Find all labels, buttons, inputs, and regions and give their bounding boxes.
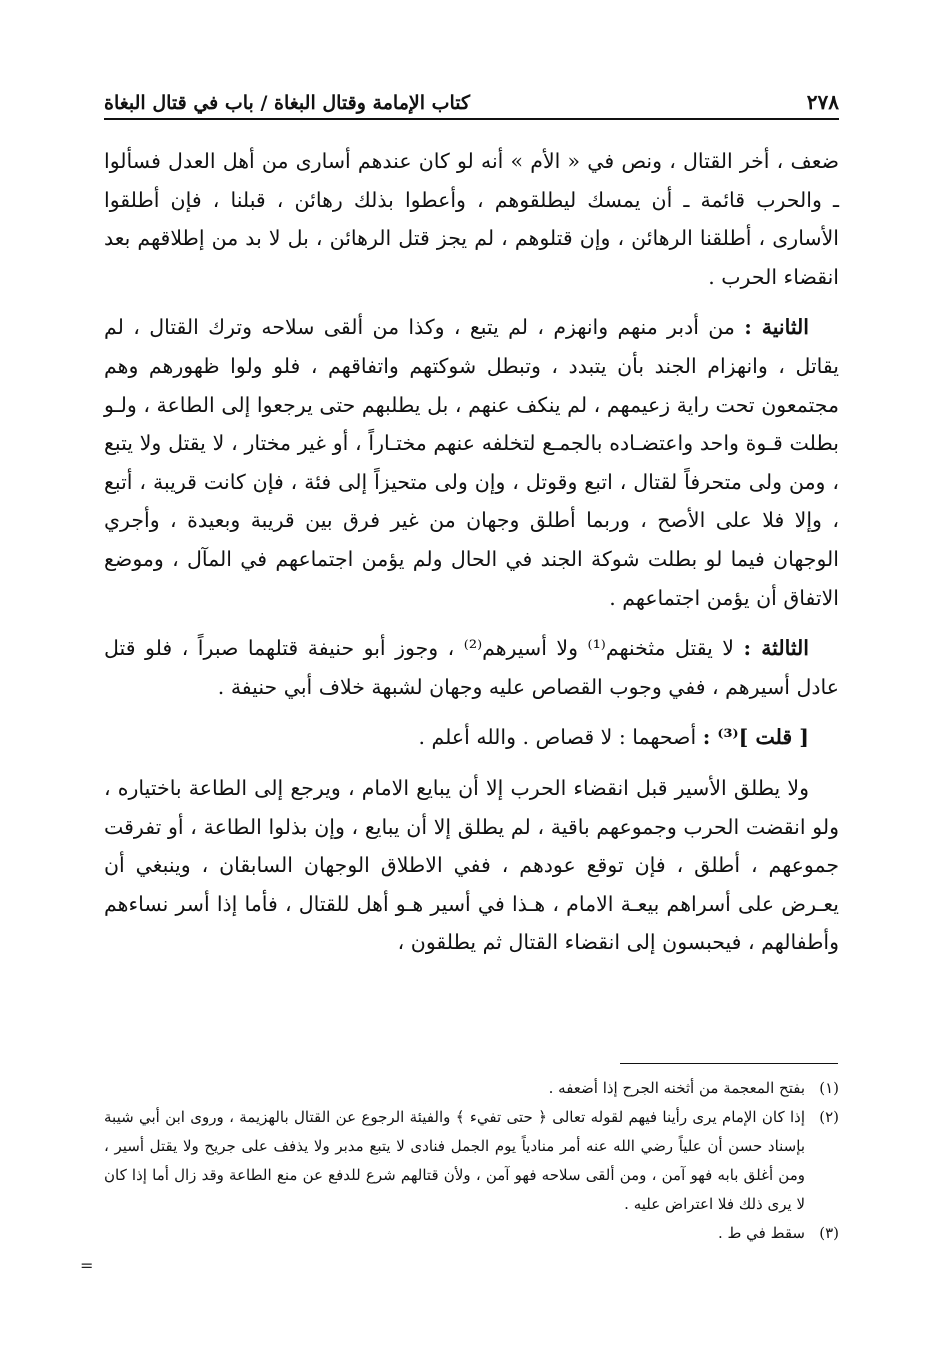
margin-mark: = [80, 1256, 94, 1275]
paragraph-3 [104, 629, 839, 706]
main-text [104, 142, 839, 974]
header-rule [104, 118, 839, 120]
paragraph-4-text: أصحهما : لا قصاص . والله أعلم . [418, 725, 697, 750]
footnote-number: (٣) [819, 1224, 839, 1242]
running-title: كتاب الإمامة وقتال البغاة / باب في قتال البغاة [104, 92, 471, 114]
page-header [104, 78, 839, 114]
paragraph-2 [104, 308, 839, 617]
footnotes [104, 1074, 839, 1248]
footnote-2 [104, 1103, 839, 1219]
footnote-separator [620, 1063, 838, 1064]
footnote-text: إذا كان الإمام يرى رأينا فيهم لقوله تعالى ﴿ حتى تفيء ﴾ والفيئة الرجوع عن القتال بالهزيمة ، وروى ابن أبي شيبة بإسناد حسن أن علياً رضي الله عنه أمر منادياً يوم الجمل فنادى لا يتبع مدبر ولا يذفف على جريح ولا يقتل أسير ، ومن أغلق بابه فهو آمن ، ومن ألقى سلاحه فهو آمن ، ولأن قتالهم شرع للدفع عن منع الطاعة وقد زال أما إذا كان لا يرى ذلك فلا اعتراض عليه . [104, 1108, 805, 1213]
footnote-text: سقط في ط . [717, 1224, 805, 1242]
footnote-3 [104, 1219, 839, 1248]
footnote-text: بفتح المعجمة من أثخنه الجرح إذا أضعفه . [548, 1079, 805, 1097]
footnote-number: (٢) [819, 1108, 839, 1126]
footnote-number: (١) [819, 1079, 839, 1097]
paragraph-1: ضعف ، أخر القتال ، ونص في « الأم » أنه لو كان عندهم أسارى من أهل العدل فسألوا ـ والحرب قائمة ـ أن يمسك ليطلقوهم ، وأعطوا بذلك رهائن ، قبلنا ، فإن أطلقوا الأسارى ، أطلقنا الرهائن ، وإن قتلوهم ، لم يجز قتل الرهائن ، بل لا بد من إطلاقهم بعد انقضاء الحرب . [104, 149, 839, 289]
paragraph-4 [104, 718, 839, 757]
page-number: ٢٧٨ [806, 90, 839, 114]
paragraph-2-lead: الثانية : [744, 315, 809, 340]
paragraph-4-lead: [ قلت ]⁽³⁾ : [702, 725, 809, 750]
paragraph-3-lead: الثالثة : [743, 636, 809, 661]
paragraph-3-text: لا يقتل مثخنهم⁽¹⁾ ولا أسيرهم⁽²⁾ ، وجوز أبو حنيفة قتلهما صبراً ، فلو قتل عادل أسيرهم ، ففي وجوب القصاص عليه وجهان لشبهة خلاف أبي حنيفة . [104, 636, 839, 699]
footnote-1 [104, 1074, 839, 1103]
paragraph-2-text: من أدبر منهم وانهزم ، لم يتبع ، وكذا من ألقى سلاحه وترك القتال ، لم يقاتل ، وانهزام الجند بأن يتبدد ، وتبطل شوكتهم واتفاقهم ، فلو ولوا ظهورهم وهم مجتمعون تحت راية زعيمهم ، لم ينكف عنهم ، بل يطلبهم حتى يرجعوا إلى الطاعة ، ولـو بطلت قـوة واحد واعتضـاده بالجمـع لتخلفه عنهم مختـاراً ، أو غير مختار ، لا يقتل ولا يتبع ، ومن ولى متحرفاً لقتال ، اتبع وقوتل ، وإن ولى متحيزاً إلى فئة ، فإن كانت قريبة ، أتبع ، وإلا فلا على الأصح ، وربما أطلق وجهان من غير فرق بين قريبة وبعيدة ، وأجري الوجهان فيما لو بطلت شوكة الجند في الحال ولم يؤمن اجتماعهم في المآل ، وموضع الاتفاق أن يؤمن اجتماعهم . [104, 315, 839, 610]
paragraph-5: ولا يطلق الأسير قبل انقضاء الحرب إلا أن يبايع الامام ، ويرجع إلى الطاعة باختياره ، ولو انقضت الحرب وجموعهم باقية ، لم يطلق إلا أن يبايع ، وإن بذلوا الطاعة ، أو تفرقت جموعهم ، أطلق ، فإن توقع عودهم ، ففي الاطلاق الوجهان السابقان ، وينبغي أن يعـرض على أسراهم بيعـة الامام ، هـذا في أسير هـو أهل للقتال ، فأما إذا أسر نساءهم وأطفالهم ، فيحبسون إلى انقضاء القتال ثم يطلقون ، [104, 775, 839, 955]
